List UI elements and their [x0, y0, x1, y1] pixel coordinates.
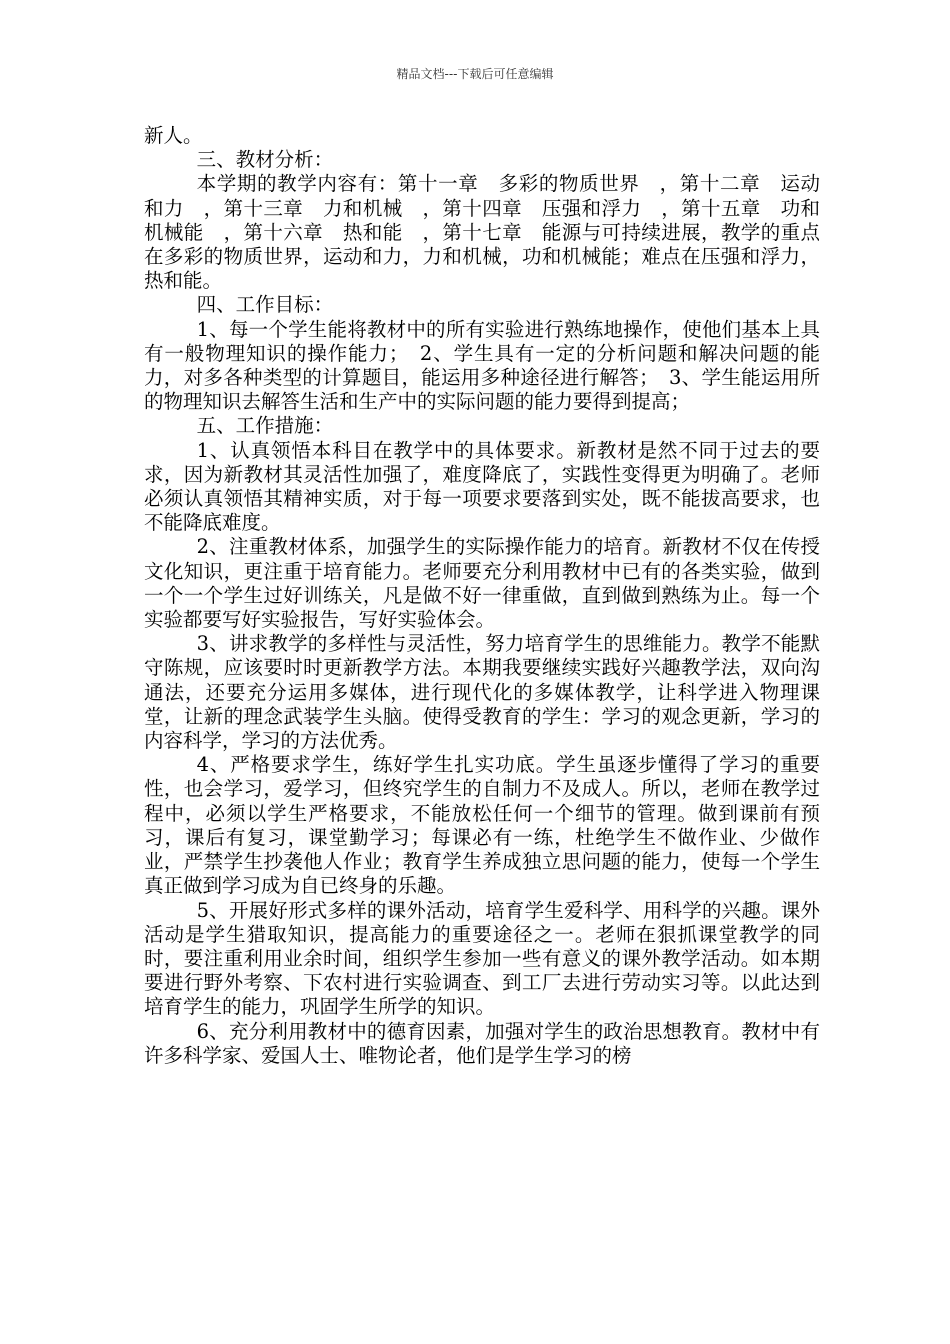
paragraph-measure-6: 6、充分利用教材中的德育因素，加强对学生的政治思想教育。教材中有许多科学家、爱国人士、唯物论者，他们是学生学习的榜	[144, 1019, 820, 1067]
paragraph-measure-4: 4、严格要求学生，练好学生扎实功底。学生虽逐步懂得了学习的重要性，也会学习，爱学习，但终究学生的自制力不及成人。所以，老师在教学过程中，必须以学生严格要求，不能放松任何一个细节的管理。做到课前有预习，课后有复习，课堂勤学习；每课必有一练，杜绝学生不做作业、少做作业，严禁学生抄袭他人作业；教育学生养成独立思问题的能力，使每一个学生真正做到学习成为自已终身的乐趣。	[144, 753, 820, 898]
section-heading-work-measures: 五、工作措施：	[196, 414, 334, 438]
paragraph-textbook-content: 本学期的教学内容有：第十一章 多彩的物质世界 ，第十二章 运动和力 ，第十三章 力和机械 ，第十四章 压强和浮力 ，第十五章 功和机械能 ，第十六章 热和能 ，第十七章 能源与可持续进展，教学的重点在多彩的物质世界，运动和力，力和机械，功和机械能；难点在压强和浮力，热和能。	[144, 172, 820, 293]
paragraph-measure-3: 3、讲求教学的多样性与灵活性，努力培育学生的思维能力。教学不能默守陈规，应该要时时更新教学方法。本期我要继续实践好兴趣教学法，双向沟通法，还要充分运用多媒体，进行现代化的多媒体教学，让科学进入物理课堂，让新的理念武装学生头脑。使得受教育的学生：学习的观念更新，学习的内容科学，学习的方法优秀。	[144, 632, 820, 753]
section-heading-work-goals: 四、工作目标：	[196, 293, 334, 317]
document-body	[144, 124, 820, 1068]
paragraph-measure-1: 1、认真领悟本科目在教学中的具体要求。新教材是然不同于过去的要求，因为新教材其灵活性加强了，难度降底了，实践性变得更为明确了。老师必须认真领悟其精神实质，对于每一项要求要落到实处，既不能拔高要求，也不能降底难度。	[144, 438, 820, 535]
page-header: 精品文档---下载后可任意编辑	[396, 67, 554, 81]
section-heading-textbook-analysis: 三、教材分析：	[196, 148, 334, 172]
paragraph-measure-2: 2、注重教材体系，加强学生的实际操作能力的培育。新教材不仅在传授文化知识，更注重于培育能力。老师要充分利用教材中已有的各类实验，做到一个一个学生过好训练关，凡是做不好一律重做，直到做到熟练为止。每一个实验都要写好实验报告，写好实验体会。	[144, 535, 820, 632]
paragraph-continuation: 新人。	[144, 124, 203, 147]
paragraph-measure-5: 5、开展好形式多样的课外活动，培育学生爱科学、用科学的兴趣。课外活动是学生猎取知识，提高能力的重要途径之一。老师在狠抓课堂教学的同时，要注重利用业余时间，组织学生参加一些有意义的课外教学活动。如本期要进行野外考察、下农村进行实验调查、到工厂去进行劳动实习等。以此达到培育学生的能力，巩固学生所学的知识。	[144, 898, 820, 1019]
paragraph-work-goals: 1、每一个学生能将教材中的所有实验进行熟练地操作，使他们基本上具有一般物理知识的操作能力； 2、学生具有一定的分析问题和解决问题的能力，对多各种类型的计算题目，能运用多种途径进行解答； 3、学生能运用所的物理知识去解答生活和生产中的实际问题的能力要得到提高；	[144, 317, 820, 414]
